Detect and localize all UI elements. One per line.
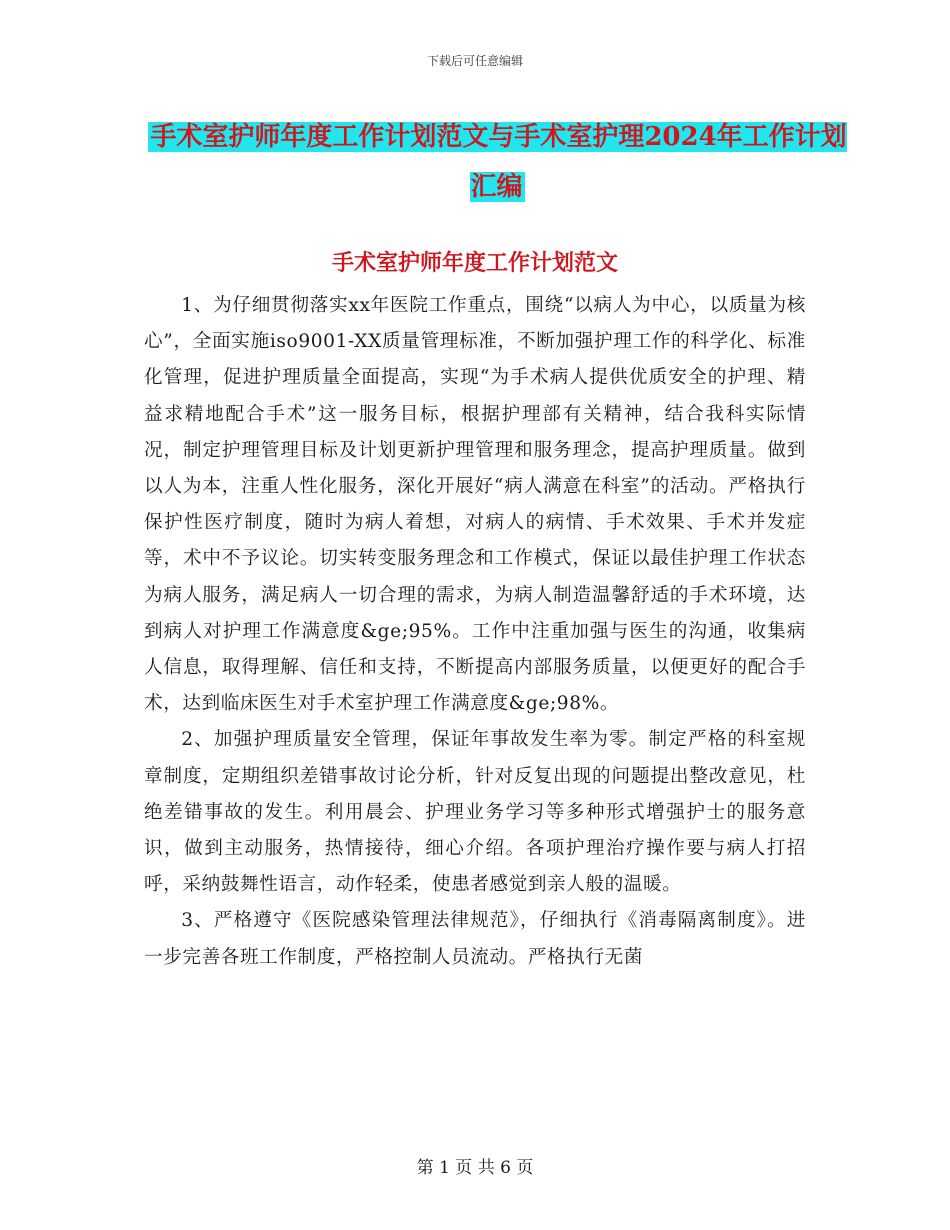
paragraph-1: 1、为仔细贯彻落实xx年医院工作重点，围绕“以病人为中心，以质量为核心”，全面实施iso9001-XX质量管理标准，不断加强护理工作的科学化、标准化管理，促进护理质量全面提高，实现“为手术病人提供优质安全的护理、精益求精地配合手术”这一服务目标，根据护理部有关精神，结合我科实际情况，制定护理管理目标及计划更新护理管理和服务理念，提高护理质量。做到以人为本，注重人性化服务，深化开展好“病人满意在科室”的活动。严格执行保护性医疗制度，随时为病人着想，对病人的病情、手术效果、手术并发症等，术中不予议论。切实转变服务理念和工作模式，保证以最佳护理工作状态为病人服务，满足病人一切合理的需求，为病人制造温馨舒适的手术环境，达到病人对护理工作满意度&ge;95%。工作中注重加强与医生的沟通，收集病人信息，取得理解、信任和支持，不断提高内部服务质量，以便更好的配合手术，达到临床医生对手术室护理工作满意度&ge;98%。	[144, 295, 806, 715]
section-title: 手术室护师年度工作计划范文	[331, 250, 618, 276]
paragraph-2: 2、加强护理质量安全管理，保证年事故发生率为零。制定严格的科室规章制度，定期组织差错事故讨论分析，针对反复出现的问题提出整改意见，杜绝差错事故的发生。利用晨会、护理业务学习等多种形式增强护士的服务意识，做到主动服务，热情接待，细心介绍。各项护理治疗操作要与病人打招呼，采纳鼓舞性语言，动作轻柔，使患者感觉到亲人般的温暖。	[144, 729, 806, 896]
page-footer: 第 1 页 共 6 页	[416, 1158, 534, 1178]
paragraph-3: 3、严格遵守《医院感染管理法律规范》，仔细执行《消毒隔离制度》。进一步完善各班工作制度，严格控制人员流动。严格执行无菌	[144, 910, 806, 968]
body-text	[144, 288, 806, 976]
document-title-text: 手术室护师年度工作计划范文与手术室护理2024年工作计划汇编	[150, 122, 847, 202]
document-title	[145, 112, 850, 212]
page-header: 下载后可任意编辑	[426, 54, 523, 68]
